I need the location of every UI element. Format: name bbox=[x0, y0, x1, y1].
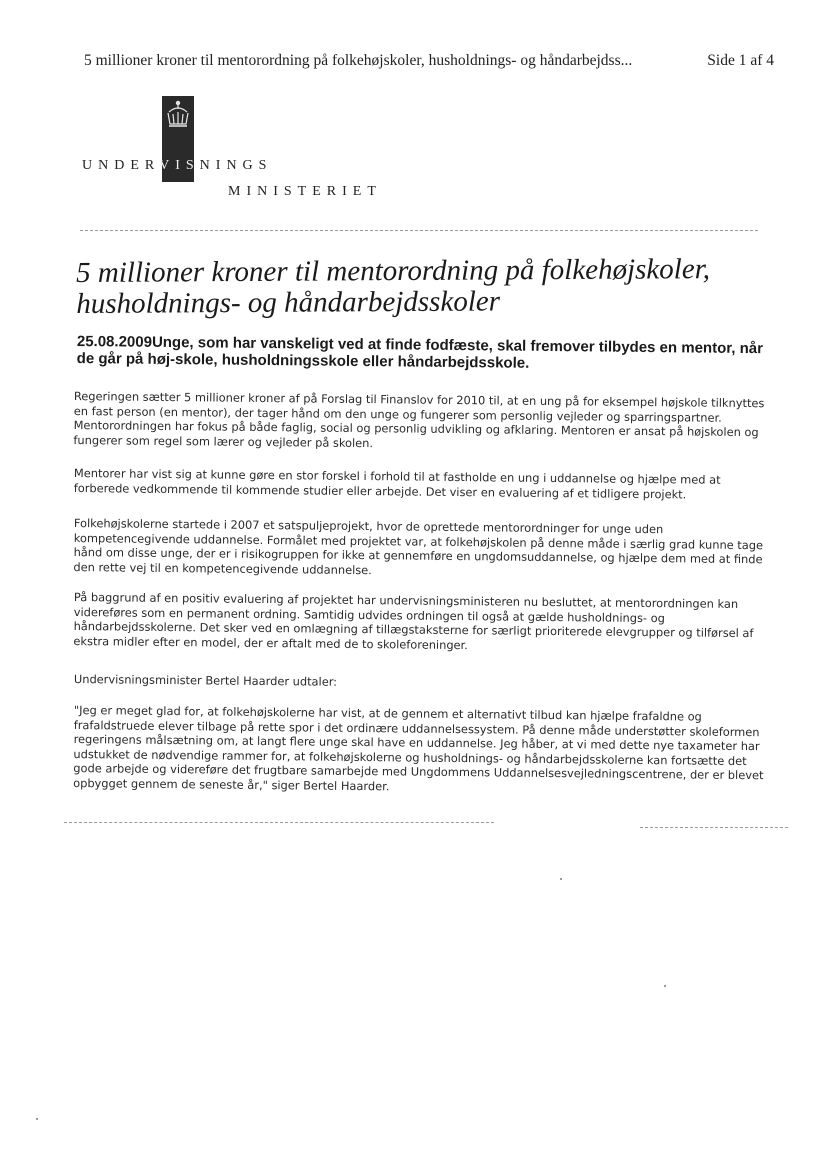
scan-speck bbox=[36, 1118, 38, 1120]
print-header bbox=[84, 52, 774, 70]
lead-text: Unge, som har vanskeligt ved at finde fodfæste, skal fremover tilbydes en mentor, når de går på høj-skole, husholdningsskole eller håndarbejdsskole. bbox=[76, 333, 764, 372]
divider bbox=[640, 827, 788, 828]
paragraph: På baggrund af en positiv evaluering af projektet har undervisningsministeren nu besluttet, at mentorordningen kan videreføres som en permanent ordning. Samtidig udvides ordningen til også at gælde husholdnings- og håndarbejdsskolerne. Det sker ved en omlægning af tillægstaksterne for særligt prioriterede elevgrupper og tilførsel af ekstra midler efter en model, der er aftalt med de to skoleforeninger. bbox=[73, 590, 754, 652]
scan-speck bbox=[560, 878, 562, 880]
divider bbox=[80, 230, 758, 231]
article-lead bbox=[77, 333, 767, 374]
article-date: 25.08.2009 bbox=[76, 333, 153, 351]
article-headline: 5 millioner kroner til mentorordning på folkehøjskoler, husholdnings- og håndarbejdsskoler bbox=[75, 253, 711, 320]
page-number: Side 1 af 4 bbox=[707, 52, 774, 69]
paragraph: Regeringen sætter 5 millioner kroner af på Forslag til Finanslov for 2010 til, at en ung på for eksempel højskole tilknyttes en fast person (en mentor), der tager hånd om den unge og fungerer som personlig vejleder og sparringspartner. Mentorordningen har fokus på både faglig, social og personlig udvikling og afklaring. Mentoren er ansat på højskolen og fungerer som regel som lærer og vejleder på skolen. bbox=[73, 389, 765, 450]
divider bbox=[64, 822, 494, 823]
print-header-title: 5 millioner kroner til mentorordning på folkehøjskoler, husholdnings- og håndarbejdss... bbox=[84, 52, 633, 69]
paragraph: Folkehøjskolerne startede i 2007 et satspuljeprojekt, hvor de oprettede mentorordninger for unge uden kompetencegivende uddannelse. Formålet med projektet var, at folkehøjskolen på denne måde i særlig grad kunne tage hånd om disse unge, der er i risikogruppen for ikke at gennemføre en ungdomsuddannelse, og hjælpe dem med at finde den rette vej til en kompetencegivende uddannelse. bbox=[73, 516, 764, 577]
logo-wordmark-line2: MINISTERIET bbox=[228, 184, 382, 199]
crown-icon bbox=[165, 100, 191, 130]
paragraph-attribution: Undervisningsminister Bertel Haarder udtaler: bbox=[73, 672, 338, 689]
logo-wordmark-line1: UNDERVISNINGS bbox=[82, 158, 273, 173]
scan-speck bbox=[664, 985, 666, 987]
quote-paragraph: "Jeg er meget glad for, at folkehøjskolerne har vist, at de gennem et alternativt tilbud kan hjælpe frafaldne og frafaldstruede elever tilbage på rette spor i det ordinære uddannelsessystem. På denne måde understøtter skoleformen regeringens målsætning om, at langt flere unge skal have en uddannelse. Jeg håber, at vi med dette nye taxameter har udstukket de nødvendige rammer for, at folkehøjskolerne og husholdnings- og håndarbejdsskolerne kan fortsætte det gode arbejde og videreføre det frugtbare samarbejde med Ungdommens Uddannelsesvejledningscentrene, der er blevet opbygget gennem de seneste år," siger Bertel Haarder. bbox=[73, 703, 764, 794]
ministry-logo bbox=[82, 96, 402, 211]
paragraph: Mentorer har vist sig at kunne gøre en stor forskel i forhold til at fastholde en ung i uddannelse og hjælpe med at forberede vedkommende til kommende studier eller arbejde. Det viser en evaluering af et tidligere projekt. bbox=[73, 466, 721, 502]
